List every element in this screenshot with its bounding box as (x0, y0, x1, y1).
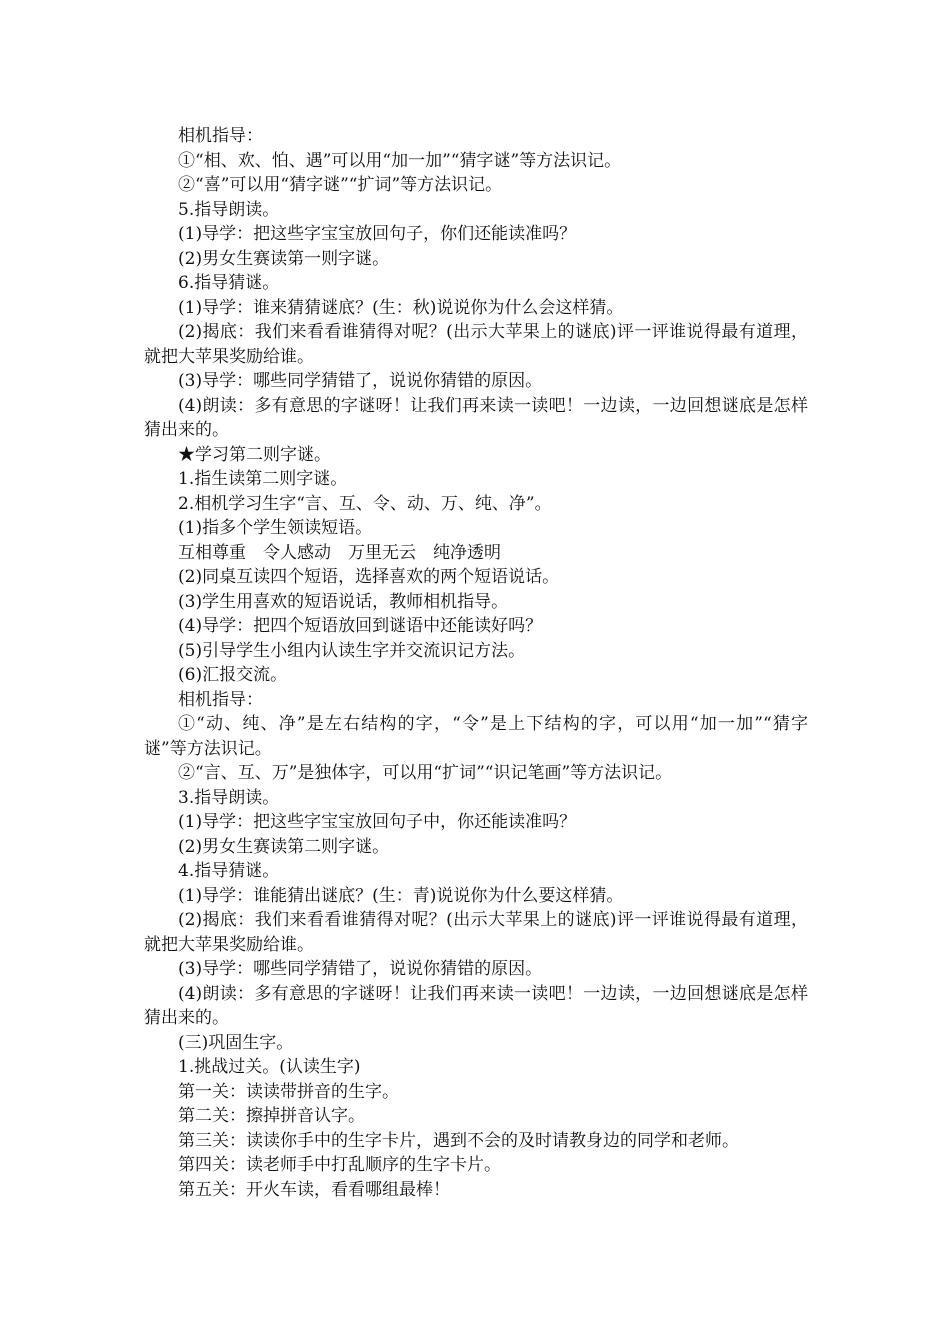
paragraph: 第一关：读读带拼音的生字。 (178, 1081, 399, 1102)
paragraph: (2)男女生赛读第一则字谜。 (178, 248, 390, 269)
document-body (144, 124, 808, 1202)
paragraph: (3)学生用喜欢的短语说话，教师相机指导。 (178, 591, 509, 612)
paragraph: ①“相、欢、怕、遇”可以用“加一加”“猜字谜”等方法识记。 (178, 150, 622, 171)
paragraph: (4)朗读：多有意思的字谜呀！让我们再来读一读吧！一边读，一边回想谜底是怎样猜出来的。 (144, 395, 808, 440)
paragraph: 1.指生读第二则字谜。 (178, 469, 348, 489)
paragraph: (1)指多个学生领读短语。 (178, 518, 373, 538)
paragraph: (3)导学：哪些同学猜错了，说说你猜错的原因。 (178, 959, 543, 979)
paragraph: ②“喜”可以用“猜字谜”“扩词”等方法识记。 (178, 175, 503, 195)
paragraph: 4.指导猜谜。 (178, 861, 280, 881)
paragraph: (3)导学：哪些同学猜错了，说说你猜错的原因。 (178, 371, 543, 391)
paragraph: (2)男女生赛读第二则字谜。 (178, 836, 390, 857)
paragraph: (5)引导学生小组内认读生字并交流识记方法。 (178, 640, 526, 661)
paragraph: (1)导学：把这些字宝宝放回句子中，你还能读准吗？ (178, 812, 577, 832)
paragraph: 5.指导朗读。 (178, 199, 280, 220)
paragraph: ②“言、互、万”是独体字，可以用“扩词”“识记笔画”等方法识记。 (178, 763, 673, 783)
paragraph: (2)同桌互读四个短语，选择喜欢的两个短语说话。 (178, 567, 560, 587)
paragraph: (4)导学：把四个短语放回到谜语中还能读好吗？ (178, 616, 543, 636)
paragraph: 6.指导猜谜。 (178, 273, 280, 293)
paragraph: ①“动、纯、净”是左右结构的字，“令”是上下结构的字，可以用“加一加”“猜字谜”等方法识记。 (144, 714, 808, 759)
paragraph: (1)导学：谁能猜出谜底？(生：青)说说你为什么要这样猜。 (178, 885, 624, 906)
paragraph: (6)汇报交流。 (178, 665, 288, 685)
phrase-list: 互相尊重 令人感动 万里无云 纯净透明 (178, 542, 501, 563)
paragraph: 第四关：读老师手中打乱顺序的生字卡片。 (178, 1155, 501, 1175)
section-heading: ★学习第二则字谜。 (178, 444, 331, 465)
paragraph: 第二关：擦掉拼音认字。 (178, 1106, 365, 1126)
paragraph: 相机指导： (178, 126, 263, 146)
section-heading: (三)巩固生字。 (178, 1032, 294, 1053)
paragraph: (1)导学：把这些字宝宝放回句子，你们还能读准吗？ (178, 224, 577, 244)
paragraph: 1.挑战过关。(认读生字) (178, 1057, 361, 1077)
paragraph: 相机指导： (178, 689, 263, 710)
paragraph: 第三关：读读你手中的生字卡片，遇到不会的及时请教身边的同学和老师。 (178, 1130, 739, 1151)
paragraph: 第五关：开火车读，看看哪组最棒！ (178, 1179, 450, 1200)
paragraph: (1)导学：谁来猜猜谜底？(生：秋)说说你为什么会这样猜。 (178, 297, 624, 318)
paragraph: 3.指导朗读。 (178, 787, 280, 808)
paragraph: (2)揭底：我们来看看谁猜得对呢？(出示大苹果上的谜底)评一评谁说得最有道理，就把大苹果奖励给谁。 (144, 322, 808, 367)
paragraph: 2.相机学习生字“言、互、令、动、万、纯、净”。 (178, 493, 552, 514)
paragraph: (2)揭底：我们来看看谁猜得对呢？(出示大苹果上的谜底)评一评谁说得最有道理，就把大苹果奖励给谁。 (144, 910, 808, 955)
paragraph: (4)朗读：多有意思的字谜呀！让我们再来读一读吧！一边读，一边回想谜底是怎样猜出来的。 (144, 983, 808, 1028)
